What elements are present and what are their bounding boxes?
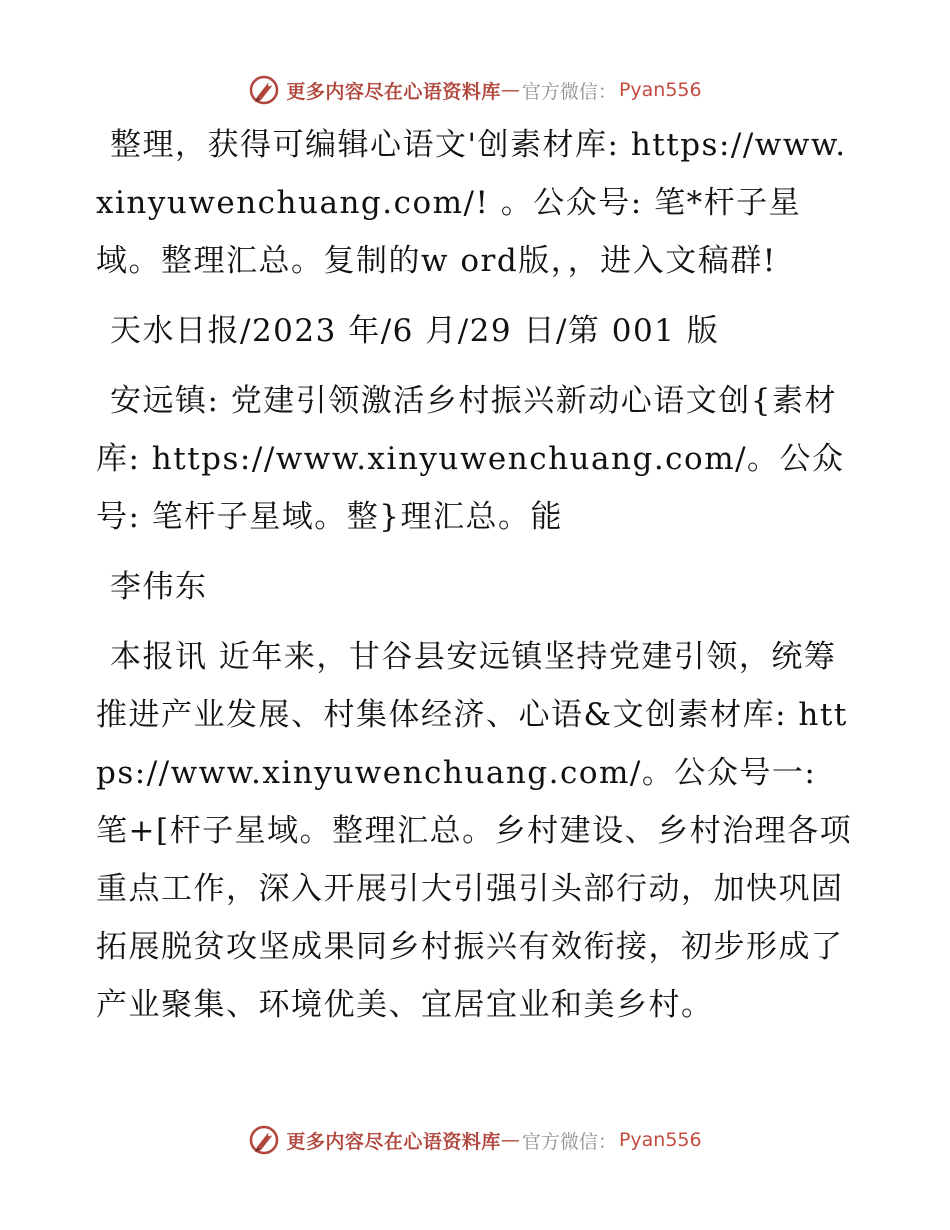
banner-wechat-label: 官方微信：: [521, 80, 617, 103]
article-body-paragraph: 本报讯 近年来，甘谷县安远镇坚持党建引领，统筹推进产业发展、村集体经济、心语&文创素材库: https://www.xinyuwenchuang.com/。公众号一: 笔+[杆子星域。整理汇总。乡村建设、乡村治理各项重点工作，深入开展引大引强引头部行动，加快巩固拓展脱贫攻坚成果同乡村振兴有效衔接，初步形成了产业聚集、环境优美、宜居宜业和美乡村。: [96, 639, 853, 1023]
article-title: 安远镇: 党建引领激活乡村振兴新动心语文创{素材库: https://www.xinyuwenchuang.com/。公众号: 笔杆子星域。整}理汇总。能: [96, 383, 845, 535]
footer-watermark-banner: [0, 1120, 950, 1160]
intro-paragraph: 整理，获得可编辑心语文'创素材库: https://www.xinyuwenchuang.com/! 。公众号: 笔*杆子星域。整理汇总。复制的w ord版，，进入文稿群!: [96, 127, 847, 279]
banner-primary-text: 更多内容尽在心语资料库: [286, 1130, 501, 1153]
banner-dash: —: [500, 1129, 520, 1151]
header-watermark-banner: [0, 70, 950, 110]
banner-wechat-handle: Pyan556: [618, 79, 702, 101]
author-name: 李伟东: [110, 569, 208, 605]
banner-wechat-handle: Pyan556: [618, 1129, 702, 1151]
banner-primary-text: 更多内容尽在心语资料库: [286, 80, 501, 103]
banner-wechat-label: 官方微信：: [521, 1130, 617, 1153]
pen-logo-icon: [248, 74, 280, 106]
pen-logo-icon: [248, 1124, 280, 1156]
document-body: [96, 116, 856, 1034]
banner-dash: —: [500, 79, 520, 101]
newspaper-source-line: 天水日报/2023 年/6 月/29 日/第 001 版: [110, 313, 720, 349]
